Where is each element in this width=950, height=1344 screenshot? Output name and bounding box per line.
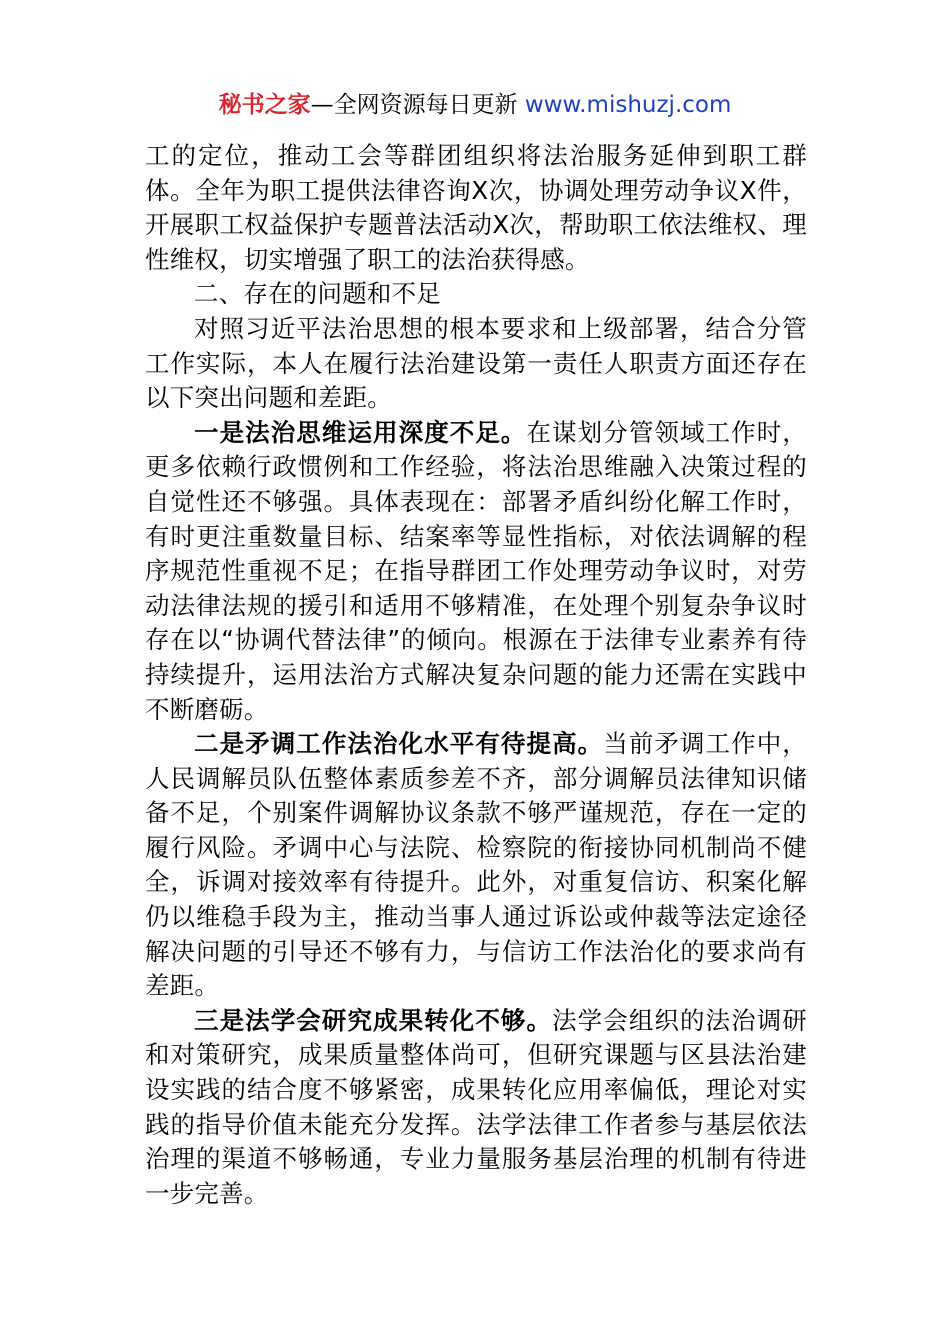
paragraph-text: 当前矛调工作中，人民调解员队伍整体素质参差不齐，部分调解员法律知识储备不足，个别案件调解协议条款不够严谨规范，存在一定的履行风险。矛调中心与法院、检察院的衔接协同机制尚不健全，诉调对接效率有待提升。此外，对重复信访、积案化解仍以维稳手段为主，推动当事人通过诉讼或仲裁等法定途径解决问题的引导还不够有力，与信访工作法治化的要求尚有差距。 — [145, 729, 807, 1001]
paragraph-lead: 二是矛调工作法治化水平有待提高。 — [194, 729, 604, 759]
header-dash: — — [310, 92, 334, 118]
paragraph-continuation — [145, 139, 807, 277]
paragraph-issue-1 — [145, 416, 807, 727]
paragraph-lead: 一是法治思维运用深度不足。 — [194, 417, 527, 447]
site-name: 秘书之家 — [218, 92, 311, 118]
page-header — [0, 88, 950, 122]
paragraph-lead: 三是法学会研究成果转化不够。 — [194, 1005, 553, 1035]
paragraph-text: 在谋划分管领域工作时，更多依赖行政惯例和工作经验，将法治思维融入决策过程的自觉性还不够强。具体表现在：部署矛盾纠纷化解工作时，有时更注重数量目标、结案率等显性指标，对依法调解的程序规范性重视不足；在指导群团工作处理劳动争议时，对劳动法律法规的援引和适用不够精准，在处理个别复杂争议时存在以“协调代替法律”的倾向。根源在于法律专业素养有待持续提升，运用法治方式解决复杂问题的能力还需在实践中不断磨砺。 — [145, 417, 807, 724]
section-heading-text: 二、存在的问题和不足 — [194, 279, 441, 309]
paragraph-issue-3 — [145, 1004, 807, 1212]
paragraph-text: 法学会组织的法治调研和对策研究，成果质量整体尚可，但研究课题与区县法治建设实践的结合度不够紧密，成果转化应用率偏低，理论对实践的指导价值未能充分发挥。法学法律工作者参与基层依法治理的渠道不够畅通，专业力量服务基层治理的机制有待进一步完善。 — [145, 1005, 807, 1208]
header-tagline: 全网资源每日更新 — [333, 92, 518, 118]
site-url-link[interactable]: www.mishuzj.com — [524, 92, 732, 118]
document-body — [145, 139, 807, 1211]
section-heading — [145, 277, 807, 312]
paragraph-text: 对照习近平法治思想的根本要求和上级部署，结合分管工作实际，本人在履行法治建设第一责任人职责方面还存在以下突出问题和差距。 — [145, 313, 807, 413]
paragraph-issue-2 — [145, 727, 807, 1004]
paragraph-intro — [145, 312, 807, 416]
paragraph-text: 工的定位，推动工会等群团组织将法治服务延伸到职工群体。全年为职工提供法律咨询X次，协调处理劳动争议X件，开展职工权益保护专题普法活动X次，帮助职工依法维权、理性维权，切实增强了职工的法治获得感。 — [145, 141, 807, 274]
